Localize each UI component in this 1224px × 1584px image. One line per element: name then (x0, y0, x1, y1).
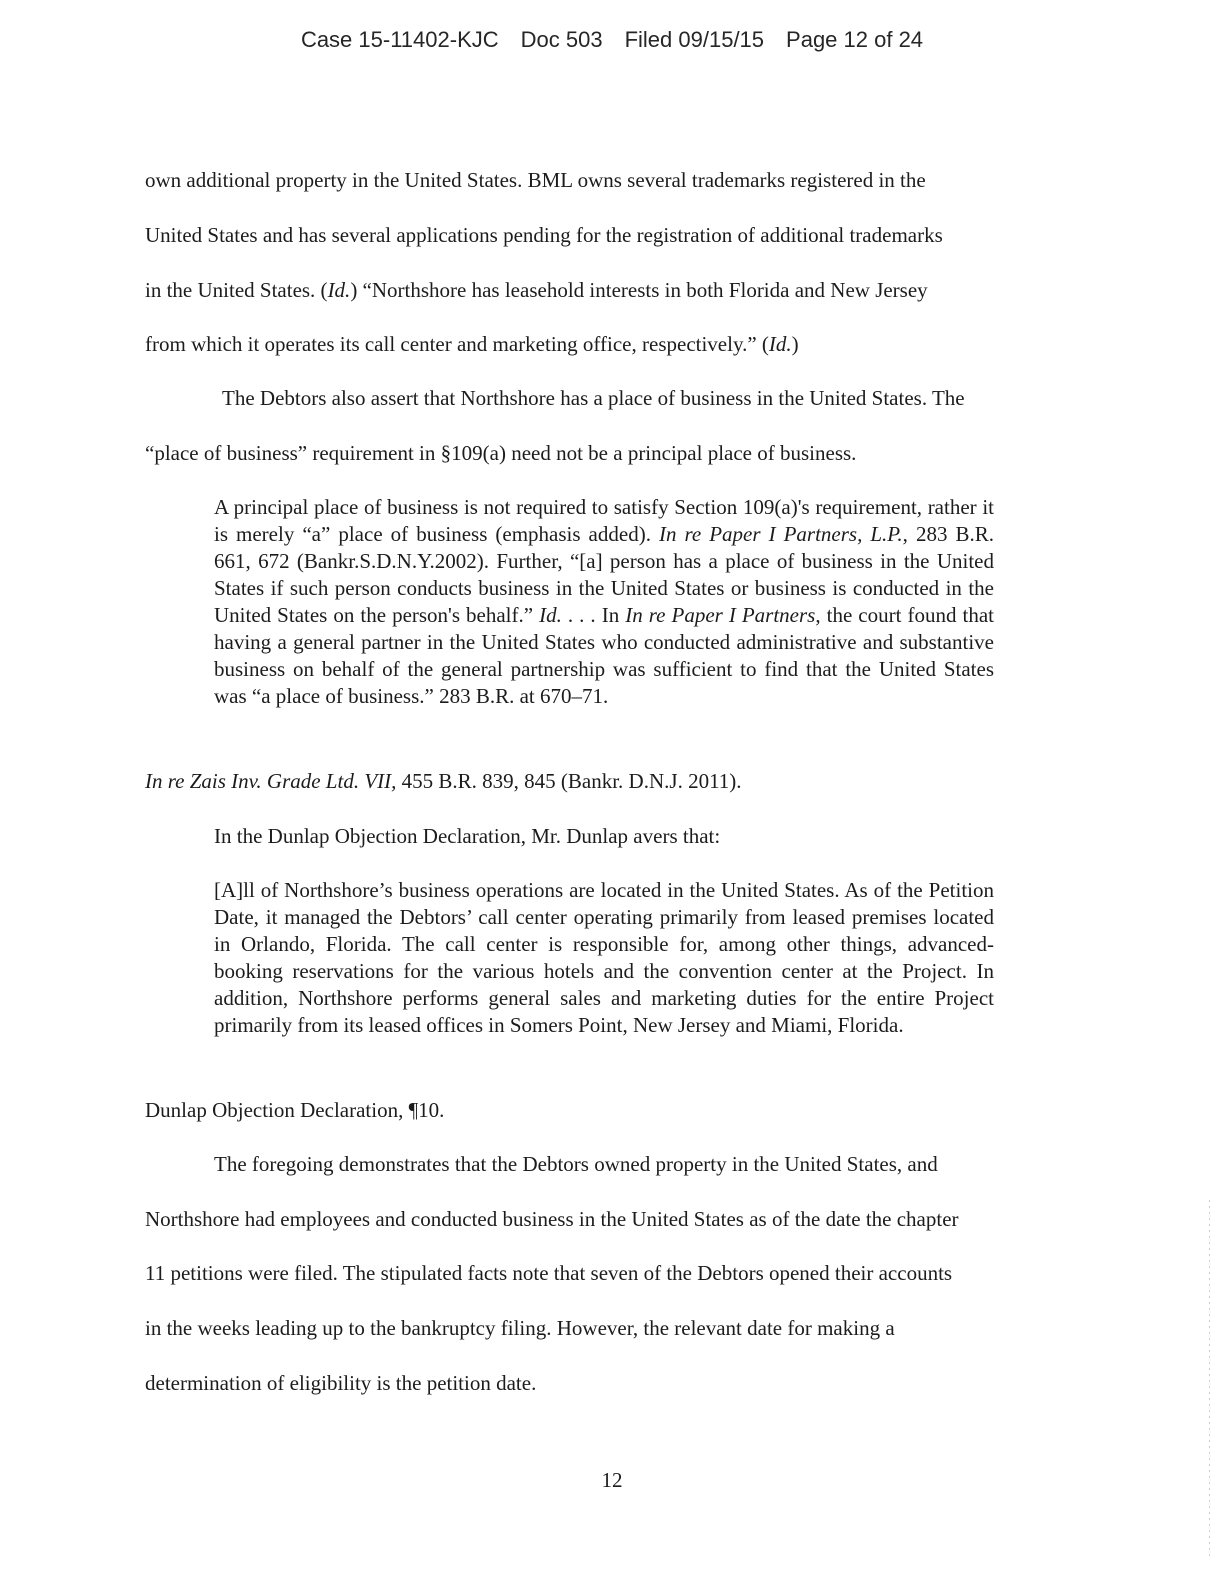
paragraph-3-line-5: determination of eligibility is the petition date. (145, 1371, 537, 1395)
page-header (0, 27, 1224, 53)
page-number: 12 (601, 1468, 623, 1492)
paragraph-3-line-3: 11 petitions were filed. The stipulated facts note that seven of the Debtors opened their accounts (145, 1261, 953, 1285)
paragraph-1-line-1: own additional property in the United States. BML owns several trademarks registered in the (145, 168, 926, 192)
paragraph-2-line-2: “place of business” requirement in §109(a) need not be a principal place of business. (145, 441, 857, 465)
id-citation: Id. (768, 332, 792, 356)
paragraph-3-line-1: The foregoing demonstrates that the Debtors owned property in the United States, and (214, 1152, 938, 1176)
scan-artifact (1209, 1200, 1210, 1560)
block-quote-dunlap: [A]ll of Northshore’s business operations are located in the United States. As of the Petition Date, it managed the Debtors’ call center operating primarily from leased premises located in Orlando, Florida. The call center is responsible for, among other things, advanced-booking reservations for the various hotels and the convention center at the Project. In addition, Northshore performs general sales and marketing duties for the entire Project primarily from its leased offices in Somers Point, New Jersey and Miami, Florida. (214, 878, 994, 1037)
citation-zais: In re Zais Inv. Grade Ltd. VII, 455 B.R. 839, 845 (Bankr. D.N.J. 2011). (145, 769, 742, 793)
block-quote-paper-partners: A principal place of business is not required to satisfy Section 109(a)'s requirement, rather it is merely “a” place of business (emphasis added). In re Paper I Partners, L.P., 283 B.R. 661, 672 (Bankr.S.D.N.Y.2002). Further, “[a] person has a place of business in the United States if such person conducts business in the United States or business is conducted in the United States on the person's behalf.” Id. . . . In In re Paper I Partners, the court found that having a general partner in the United States who conducted administrative and substantive business on behalf of the general partnership was sufficient to find that the United States was “a place of business.” 283 B.R. at 670–71. (214, 495, 994, 708)
paragraph-1-line-4: from which it operates its call center and marketing office, respectively.” (Id.) (145, 332, 799, 356)
case-number: Case 15-11402-KJC (300, 27, 499, 52)
doc-number: Doc 503 (520, 27, 603, 52)
page-count: Page 12 of 24 (786, 27, 924, 52)
paragraph-3-line-2: Northshore had employees and conducted business in the United States as of the date the chapter (145, 1207, 959, 1231)
id-citation: Id. (327, 278, 351, 302)
paragraph-1-line-2: United States and has several applications pending for the registration of additional trademarks (145, 223, 943, 247)
paragraph-3-line-4: in the weeks leading up to the bankruptcy filing. However, the relevant date for making a (145, 1316, 895, 1340)
paragraph-1-line-3: in the United States. (Id.) “Northshore has leasehold interests in both Florida and New Jersey (145, 278, 928, 302)
dunlap-intro: In the Dunlap Objection Declaration, Mr. Dunlap avers that: (214, 824, 721, 848)
paragraph-2-line-1: The Debtors also assert that Northshore has a place of business in the United States. The (222, 386, 965, 410)
filed-date: Filed 09/15/15 (624, 27, 765, 52)
citation-dunlap-declaration: Dunlap Objection Declaration, ¶10. (145, 1098, 445, 1122)
